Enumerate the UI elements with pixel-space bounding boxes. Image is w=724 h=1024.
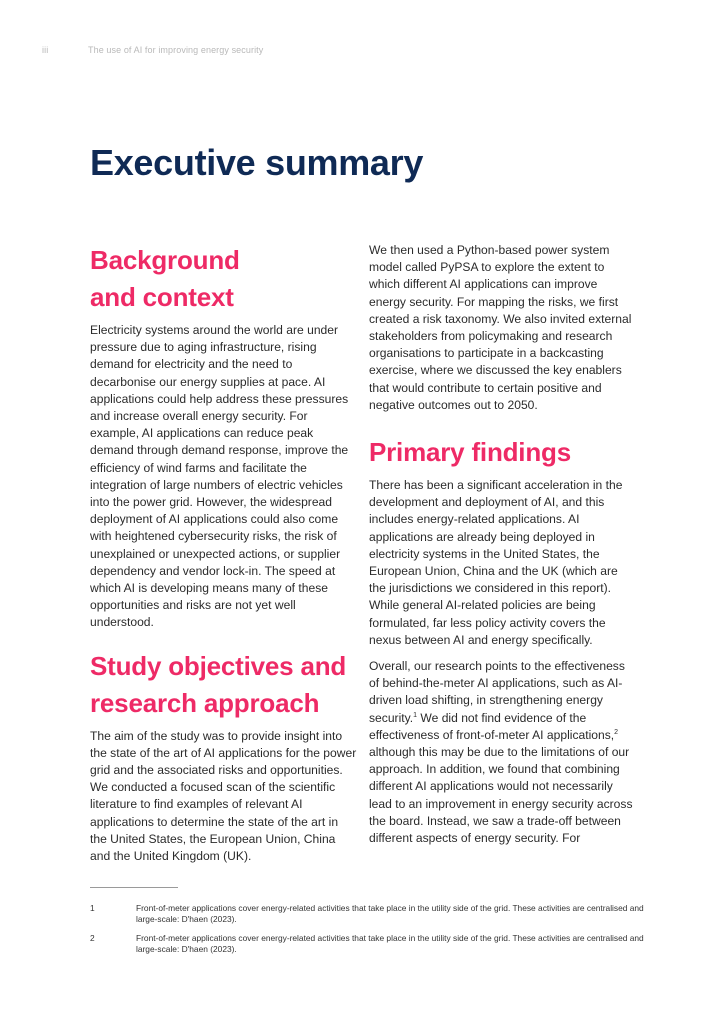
findings-paragraph-2 (369, 658, 637, 847)
objectives-paragraph: The aim of the study was to provide insight into the state of the art of AI applications for the power grid and the associated risks and opportunities. We conducted a focused scan of the scientific literature to find examples of relevant AI applications to determine the state of the art in the United States, the European Union, China and the United Kingdom (UK). (90, 728, 357, 864)
findings-heading: Primary findings (369, 437, 571, 468)
findings-p2-part2: We did not find evidence of the effectiveness of front-of-meter AI applications, (369, 710, 615, 742)
footnote-text: Front-of-meter applications cover energy-related activities that take place in the utility side of the grid. These activities are centralised and large-scale: D'haen (2023). (136, 933, 644, 954)
footnote-ref-2[interactable]: 2 (614, 728, 619, 736)
footnote-divider (90, 887, 178, 888)
right-column (369, 242, 637, 847)
page-title: Executive summary (90, 142, 424, 183)
objectives-heading: Study objectives and research approach (90, 650, 347, 718)
approach-continued-paragraph: We then used a Python-based power system model called PyPSA to explore the extent to which different AI applications can improve energy security. For mapping the risks, we first created a risk taxonomy. We also invited external stakeholders from policymaking and research organisations to participate in a backcasting exercise, where we discussed the key enablers that would contribute to certain positive and negative outcomes out to 2050. (369, 243, 632, 412)
findings-paragraph-1: There has been a significant acceleration in the development and deployment of AI, and this includes energy-related applications. AI applications are already being deployed in electricity systems in the United States, the European Union, China and the UK (which are the jurisdictions we considered in this report). While general AI-related policies are being formulated, far less policy activity covers the nexus between AI and energy specifically. (369, 478, 623, 647)
findings-p2-part1: Overall, our research points to the effectiveness of behind-the-meter AI applications, such as AI-driven load shifting, in strengthening energy security. (369, 659, 625, 725)
page-number: iii (42, 45, 49, 55)
footnote-number: 1 (90, 903, 95, 913)
background-paragraph: Electricity systems around the world are under pressure due to aging infrastructure, rising demand for electricity and the need to decarbonise our energy supplies at pace. AI applications could help address these pressures and increase overall energy security. For example, AI applications can reduce peak demand through demand response, improve the efficiency of wind farms and facilitate the integration of large numbers of electric vehicles into the power grid. However, the widespread deployment of AI applications could also come with heightened cybersecurity risks, the risk of unexplained or unexpected actions, or supplier dependency and vendor lock-in. The speed at which AI is developing means many of these opportunities and risks are not yet well understood. (90, 323, 349, 630)
footnote-2 (90, 933, 650, 955)
footnote-number: 2 (90, 933, 95, 943)
left-column (90, 242, 358, 865)
running-title: The use of AI for improving energy security (88, 45, 264, 55)
running-header (42, 45, 263, 55)
findings-p2-part3: although this may be due to the limitations of our approach. In addition, we found that combining different AI applications would not necessarily lead to an improvement in energy security across the board. Instead, we saw a trade-off between different aspects of energy security. For (369, 745, 633, 846)
background-heading: Background and context (90, 245, 240, 312)
footnote-ref-1[interactable]: 1 (413, 711, 418, 719)
footnote-text: Front-of-meter applications cover energy-related activities that take place in the utility side of the grid. These activities are centralised and large-scale: D'haen (2023). (136, 903, 644, 924)
footnote-1 (90, 903, 650, 925)
